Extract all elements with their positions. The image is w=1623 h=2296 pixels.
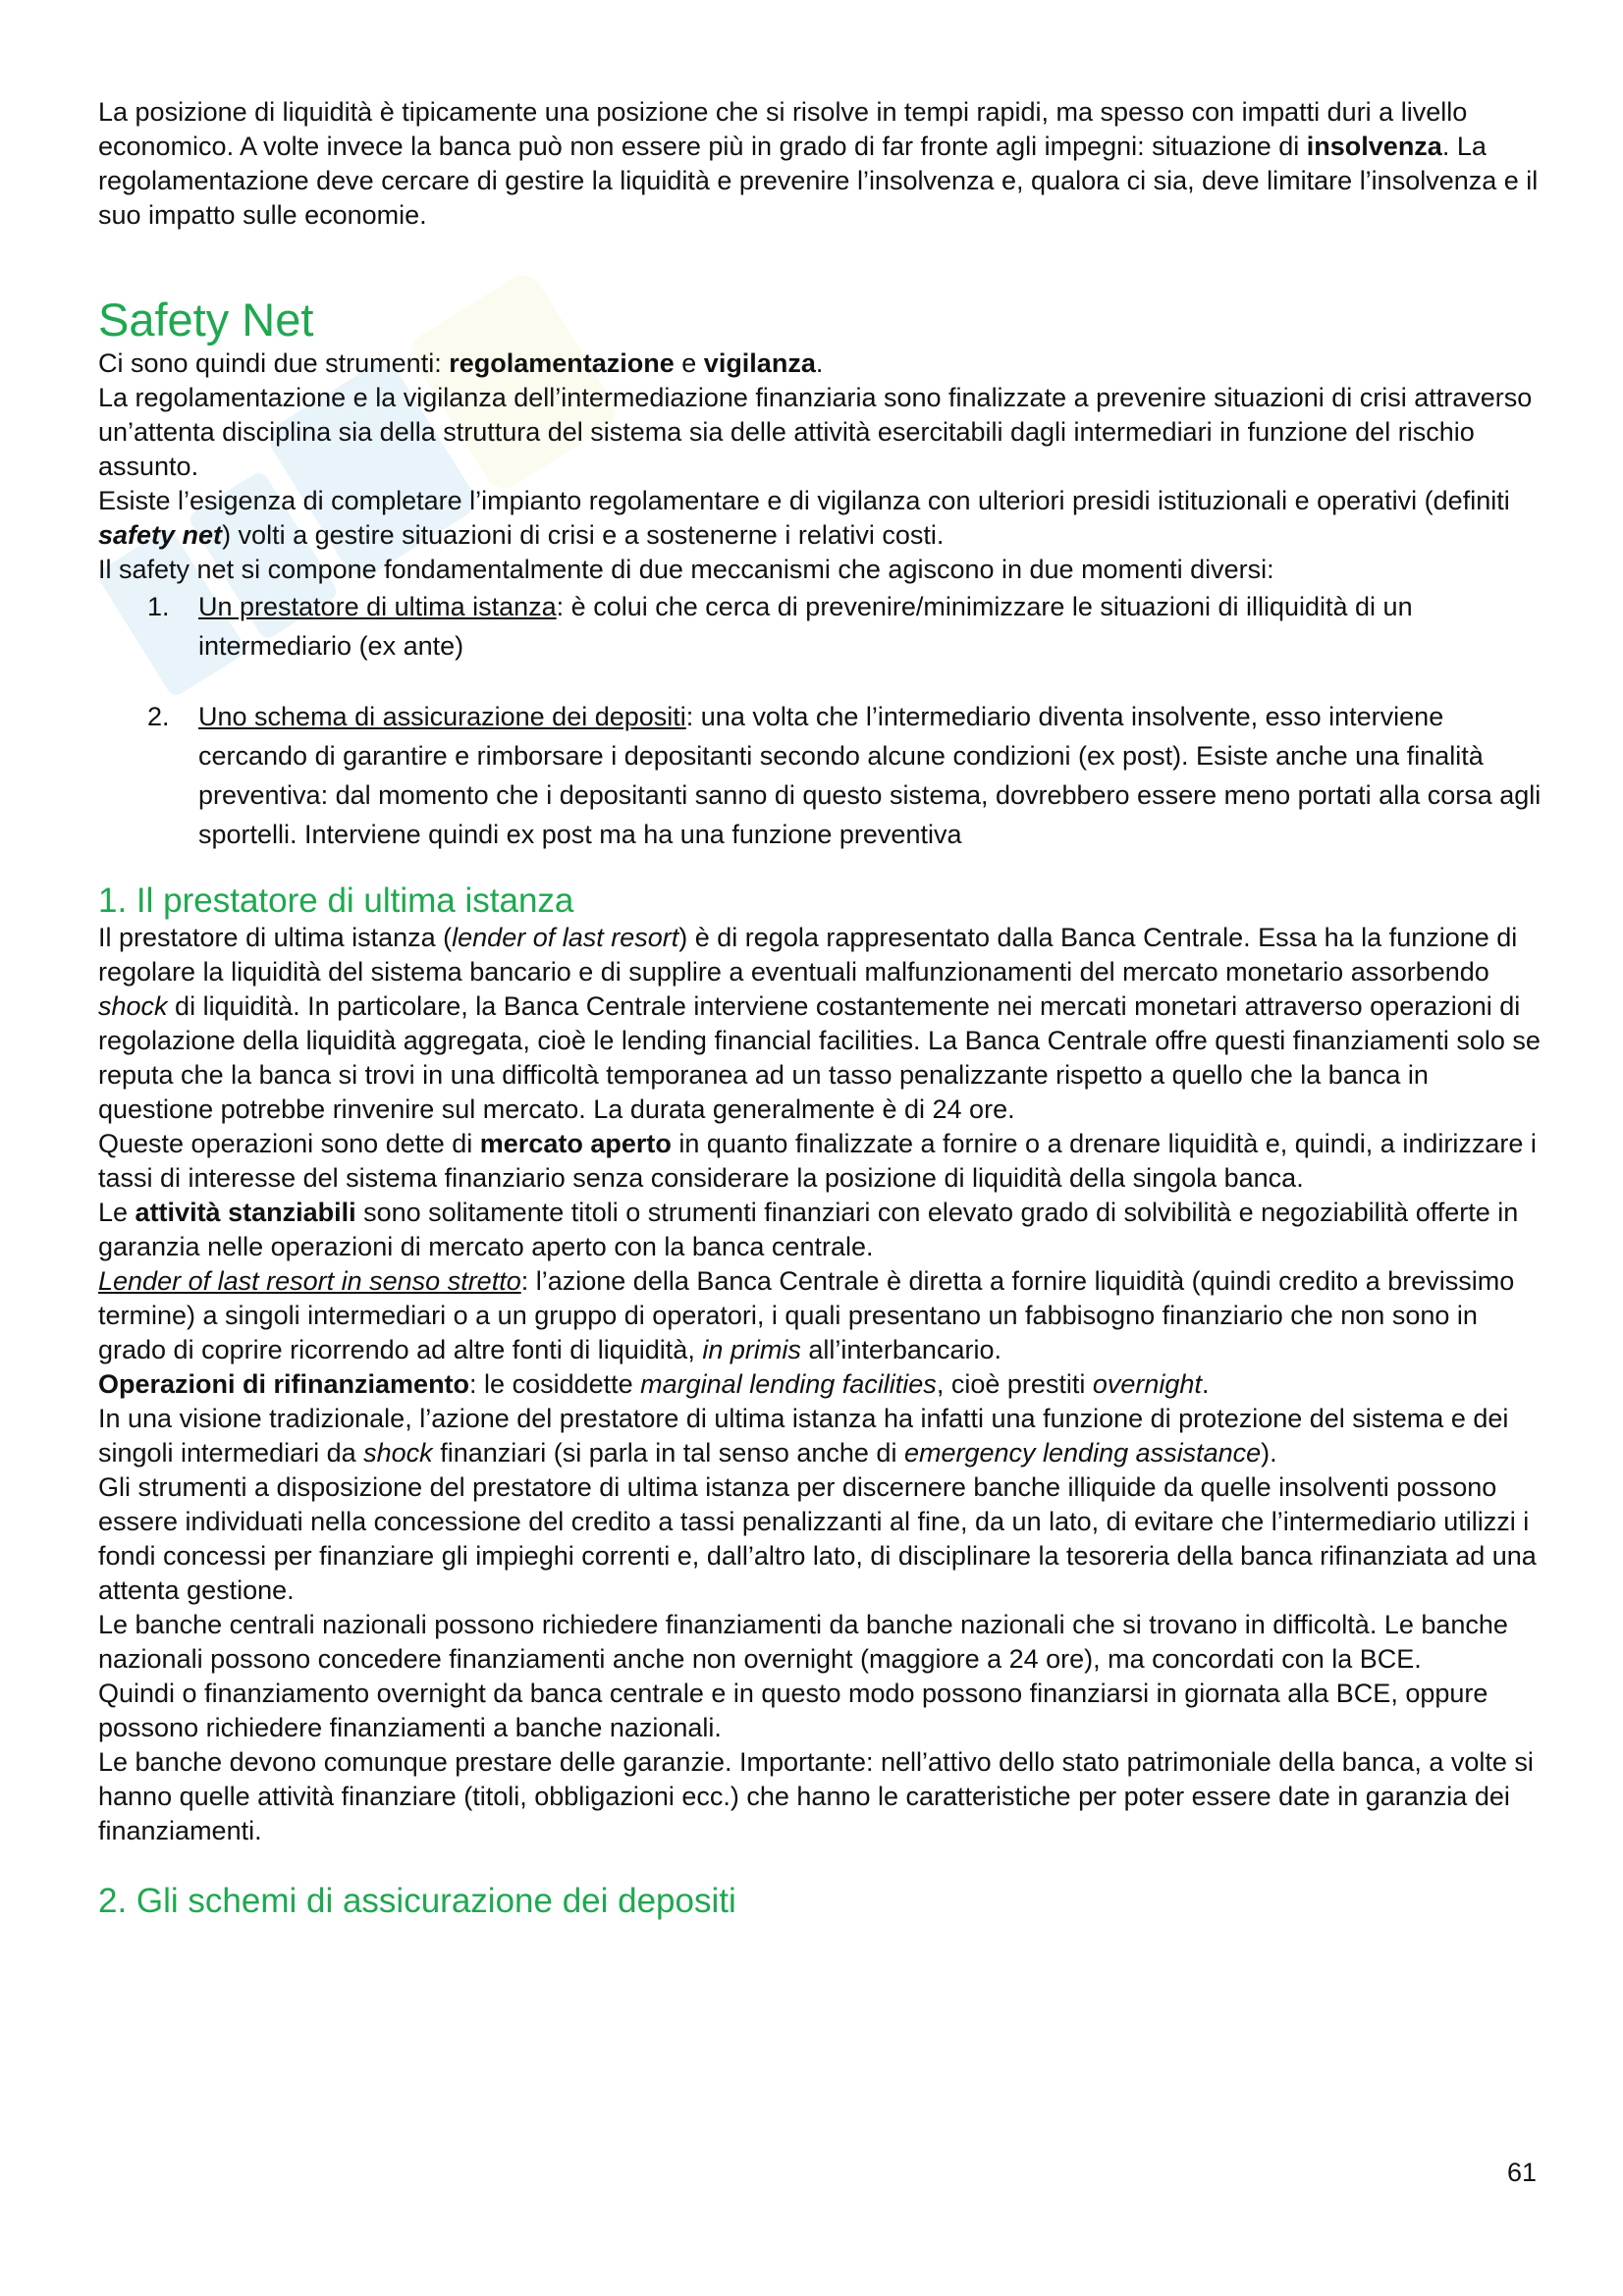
safety-paragraph-4: Il safety net si compone fondamentalmente di due meccanismi che agiscono in due momenti diversi: [98,555,1274,584]
section-title-lender: 1. Il prestatore di ultima istanza [98,881,574,920]
lender-paragraph-6: In una visione tradizionale, l’azione del prestatore di ultima istanza ha infatti una funzione di protezione del sistema e dei singoli intermediari da shock finanziari (si parla in tal senso anche di emergency lending assistance). [98,1404,1509,1468]
safety-paragraph-3: Esiste l’esigenza di completare l’impianto regolamentare e di vigilanza con ulteriori presidi istituzionali e operativi (definiti safety net) volti a gestire situazioni di crisi e a sostenerne i relativi costi. [98,486,1510,550]
list-item: 2. Uno schema di assicurazione dei depositi: una volta che l’intermediario diventa insolvente, esso interviene cercando di garantire e rimborsare i depositanti secondo alcune condizioni (ex post). Esiste anche una finalità preventiva: dal momento che i depositanti sanno di questo sistema, dovrebbero essere meno portati alla corsa agli sportelli. Interviene quindi ex post ma ha una funzione preventiva [147,702,1542,849]
section-title-safety-net: Safety Net [98,294,314,346]
lender-paragraph-2: Queste operazioni sono dette di mercato aperto in quanto finalizzate a fornire o a drenare liquidità e, quindi, a indirizzare i tassi di interesse del sistema finanziario senza considerare la posizione di liquidità della singola banca. [98,1129,1537,1193]
safety-paragraph-1: Ci sono quindi due strumenti: regolamentazione e vigilanza. [98,348,824,378]
lender-paragraph-9: Quindi o finanziamento overnight da banca centrale e in questo modo possono finanziarsi in giornata alla BCE, oppure possono richiedere finanziamenti a banche nazionali. [98,1679,1488,1742]
list-item: 1. Un prestatore di ultima istanza: è colui che cerca di prevenire/minimizzare le situazioni di illiquidità di un intermediario (ex ante) [147,592,1413,661]
lender-paragraph-4: Lender of last resort in senso stretto: l’azione della Banca Centrale è diretta a fornire liquidità (quindi credito a brevissimo termine) a singoli intermediari o a un gruppo di operatori, i quali presentano un fabbisogno finanziario che non sono in grado di coprire ricorrendo ad altre fonti di liquidità, in primis all’interbancario. [98,1266,1515,1364]
lender-paragraph-7: Gli strumenti a disposizione del prestatore di ultima istanza per discernere banche illiquide da quelle insolventi possono essere individuati nella concessione del credito a tassi penalizzanti al fine, da un lato, di evitare che l’intermediario utilizzi i fondi concessi per finanziare gli impieghi correnti e, dall’altro lato, di disciplinare la tesoreria della banca rifinanziata ad una attenta gestione. [98,1472,1537,1605]
page-number: 61 [1507,2158,1538,2187]
section-title-deposits: 2. Gli schemi di assicurazione dei depositi [98,1882,736,1920]
intro-paragraph: La posizione di liquidità è tipicamente una posizione che si risolve in tempi rapidi, ma spesso con impatti duri a livello economico. A volte invece la banca può non essere più in grado di far fronte agli impegni: situazione di insolvenza. La regolamentazione deve cercare di gestire la liquidità e prevenire l’insolvenza e, qualora ci sia, deve limitare l’insolvenza e il suo impatto sulle economie. [98,97,1539,230]
safety-net-list [98,587,1542,854]
lender-paragraph-3: Le attività stanziabili sono solitamente titoli o strumenti finanziari con elevato grado di solvibilità e negoziabilità offerte in garanzia nelle operazioni di mercato aperto con la banca centrale. [98,1198,1519,1261]
lender-paragraph-8: Le banche centrali nazionali possono richiedere finanziamenti da banche nazionali che si trovano in difficoltà. Le banche nazionali possono concedere finanziamenti anche non overnight (maggiore a 24 ore), ma concordati con la BCE. [98,1610,1508,1674]
lender-paragraph-1: Il prestatore di ultima istanza (lender of last resort) è di regola rappresentato dalla Banca Centrale. Essa ha la funzione di regolare la liquidità del sistema bancario e di supplire a eventuali malfunzionamenti del mercato monetario assorbendo shock di liquidità. In particolare, la Banca Centrale interviene costantemente nei mercati monetari attraverso operazioni di regolazione della liquidità aggregata, cioè le lending financial facilities. La Banca Centrale offre questi finanziamenti solo se reputa che la banca si trovi in una difficoltà temporanea ad un tasso penalizzante rispetto a quello che la banca in questione potrebbe rinvenire sul mercato. La durata generalmente è di 24 ore. [98,923,1541,1124]
document-page [98,95,1542,1921]
safety-paragraph-2: La regolamentazione e la vigilanza dell’intermediazione finanziaria sono finalizzate a prevenire situazioni di crisi attraverso un’attenta disciplina sia della struttura del sistema sia delle attività esercitabili dagli intermediari in funzione del rischio assunto. [98,383,1533,481]
lender-paragraph-10: Le banche devono comunque prestare delle garanzie. Importante: nell’attivo dello stato patrimoniale della banca, a volte si hanno quelle attività finanziare (titoli, obbligazioni ecc.) che hanno le caratteristiche per poter essere date in garanzia dei finanziamenti. [98,1747,1534,1845]
lender-paragraph-5: Operazioni di rifinanziamento: le cosiddette marginal lending facilities, cioè prestiti overnight. [98,1369,1210,1399]
